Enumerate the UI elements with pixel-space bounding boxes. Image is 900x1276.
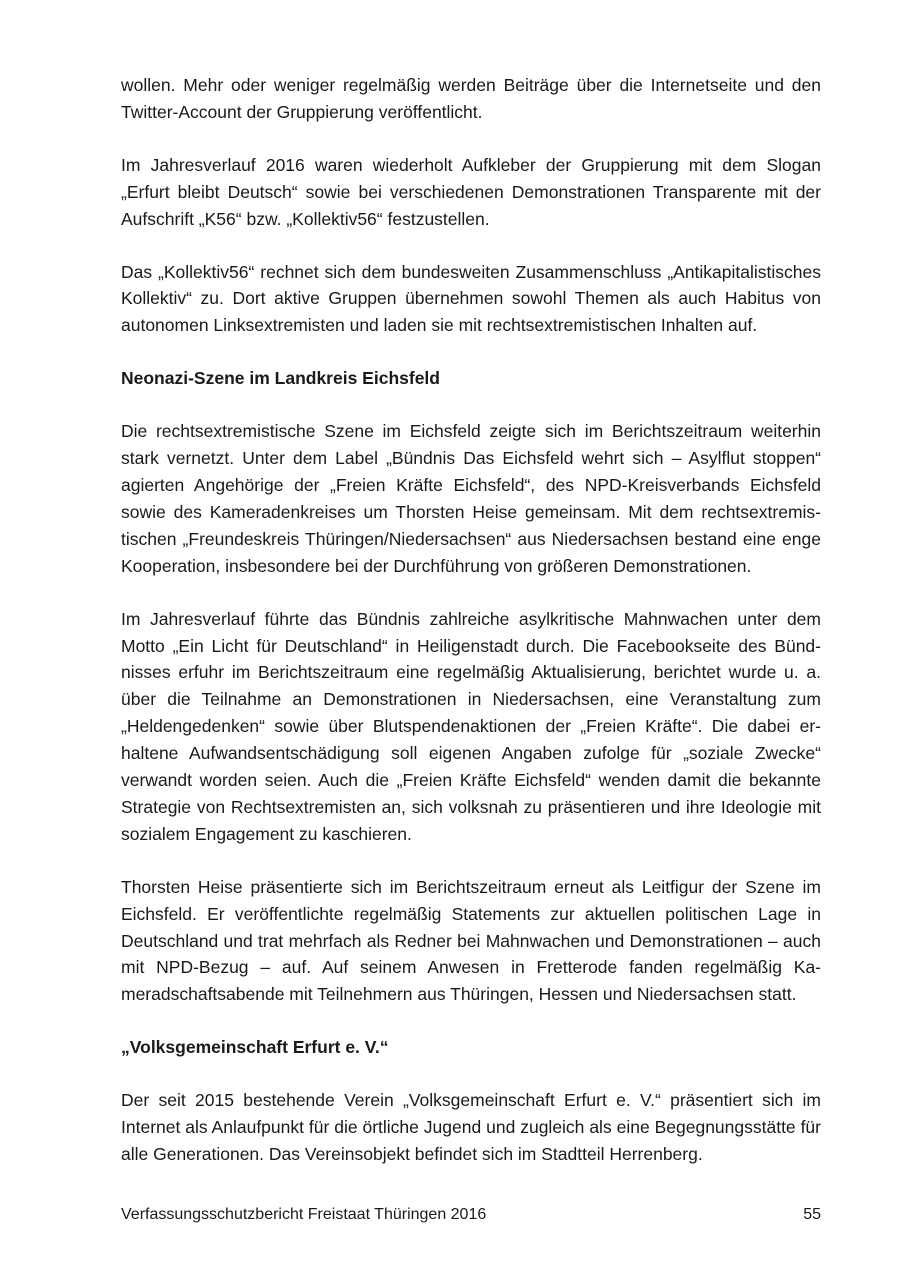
paragraph-eichsfeld-scene: Die rechtsextremistische Szene im Eichsfeld zeigte sich im Berichtszeitraum weiterhin stark vernetzt. Unter dem Label „Bündnis Das Eichsfeld wehrt sich – Asylflut stoppen“ agierten Angehörige der „Freien Kräfte Eichsfeld“, des NPD-Kreisverbands Eichsfeld sowie des Kameradenkreises um Thorsten Heise gemeinsam. Mit dem rechtsextremistischen „Freundeskreis Thüringen/Niedersachsen“ aus Niedersachsen bestand eine enge Kooperation, insbesondere bei der Durchführung von größeren Demonstrationen. [121, 421, 821, 576]
page-footer [121, 1204, 821, 1226]
paragraph-thorsten-heise: Thorsten Heise präsentierte sich im Berichtszeitraum erneut als Leitfigur der Szene im Eichsfeld. Er veröffentlichte regelmäßig Statements zur aktuellen politischen Lage in Deutschland und trat mehrfach als Redner bei Mahnwachen und Demonstrationen – auch mit NPD-Bezug – auf. Auf seinem Anwesen in Fretterode fanden regelmäßig Kameradschaftsabende mit Teilnehmern aus Thüringen, Hessen und Niedersachsen statt. [121, 876, 821, 1005]
page-number: 55 [803, 1206, 821, 1223]
paragraph-stickers: Im Jahresverlauf 2016 waren wiederholt Aufkleber der Gruppierung mit dem Slogan „Erfurt bleibt Deutsch“ sowie bei verschiedenen Demonstrationen Transparente mit der Aufschrift „K56“ bzw. „Kollektiv56“ festzustellen. [121, 154, 821, 229]
section-heading-volksgemeinschaft: „Volksgemeinschaft Erfurt e. V.“ [121, 1037, 389, 1058]
paragraph-mahnwachen: Im Jahresverlauf führte das Bündnis zahlreiche asylkritische Mahnwachen unter dem Motto „Ein Licht für Deutschland“ in Heiligenstadt durch. Die Facebookseite des Bündnisses erfuhr im Berichtszeitraum eine regelmäßig Aktualisierung, berichtet wurde u. a. über die Teilnahme an Demonstrationen in Niedersachsen, eine Veranstaltung zum „Heldengedenken“ sowie über Blutspendenaktionen der „Freien Kräfte“. Die dabei erhaltene Aufwandsentschädigung soll eigenen Angaben zufolge für „soziale Zwecke“ verwandt worden seien. Auch die „Freien Kräfte Eichsfeld“ wenden damit die bekannte Strategie von Rechtsextremisten an, sich volksnah zu präsentieren und ihre Ideologie mit sozialem Engagement zu kaschieren. [121, 608, 821, 844]
section-heading-eichsfeld: Neonazi-Szene im Landkreis Eichsfeld [121, 368, 440, 389]
paragraph-kollektiv56: Das „Kollektiv56“ rechnet sich dem bundesweiten Zusammenschluss „Antikapitalistisches Kollektiv“ zu. Dort aktive Gruppen übernehmen sowohl Themen als auch Habitus von autonomen Linksextremisten und laden sie mit rechtsextremistischen Inhalten auf. [121, 261, 821, 336]
paragraph-publications: wollen. Mehr oder weniger regelmäßig werden Beiträge über die Internetseite und den Twitter-Account der Gruppierung veröffentlicht. [121, 75, 821, 122]
paragraph-volksgemeinschaft: Der seit 2015 bestehende Verein „Volksgemeinschaft Erfurt e. V.“ präsentiert sich im Internet als Anlaufpunkt für die örtliche Jugend und zugleich als eine Begegnungsstätte für alle Generationen. Das Vereinsobjekt befindet sich im Stadtteil Herrenberg. [121, 1090, 821, 1164]
footer-title: Verfassungsschutzbericht Freistaat Thüringen 2016 [121, 1206, 487, 1223]
page-body [121, 72, 821, 1194]
